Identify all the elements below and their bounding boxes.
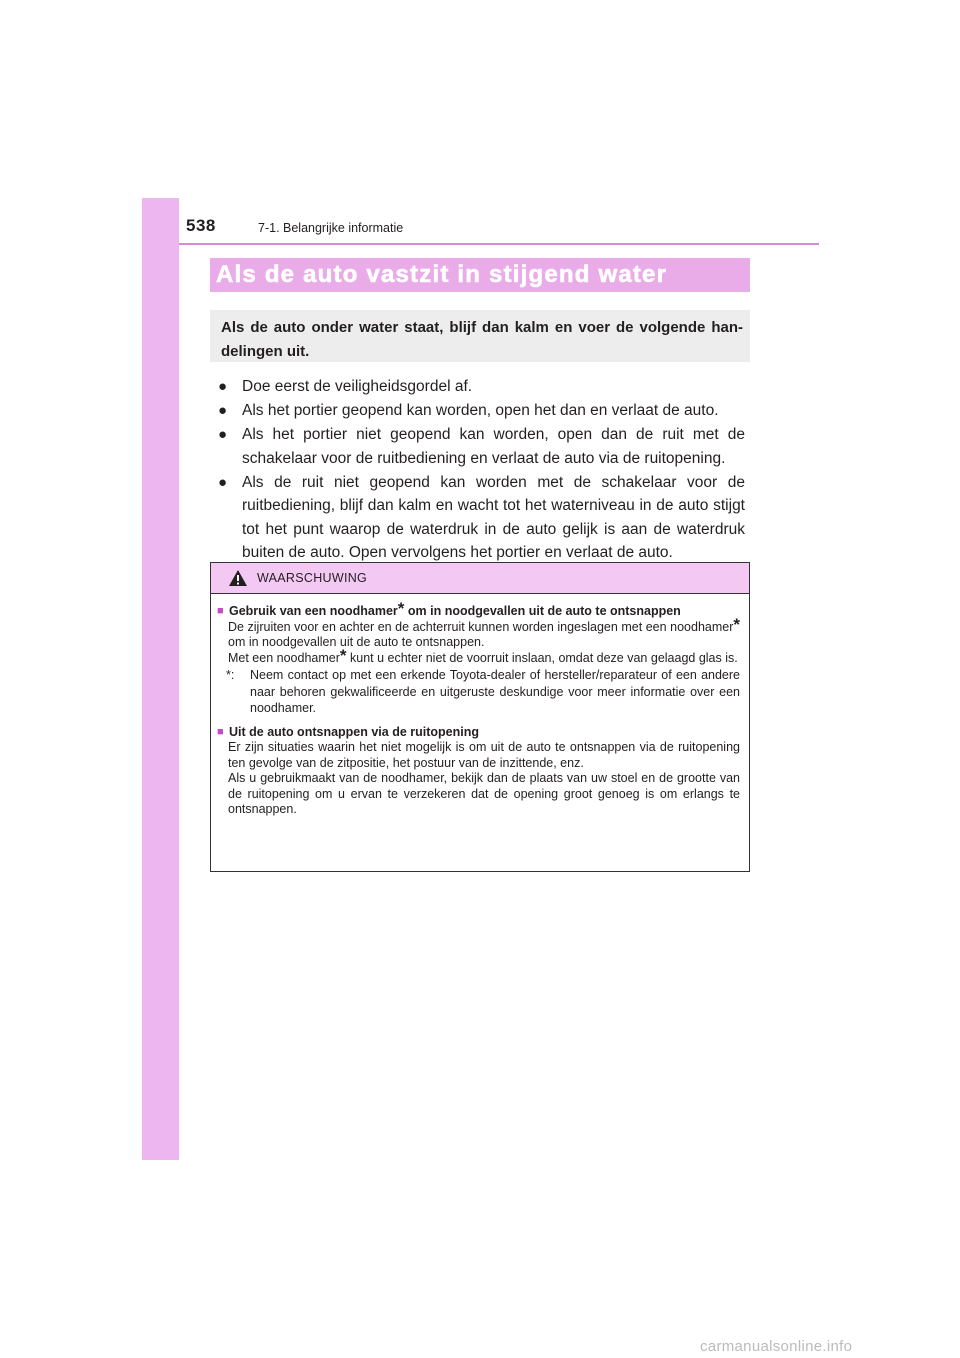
bullet-dot-icon: ● — [218, 378, 228, 395]
warning-section-text — [217, 614, 740, 667]
paragraph: Als u gebruikmaakt van de noodhamer, bekijk dan de plaats van uw stoel en de grootte van de ruitopening om u ervan te verzekeren dat de opening groot genoeg is om erlangs te ontsnappen. — [228, 771, 740, 816]
asterisk-mark: * — [397, 599, 405, 618]
bullet-item — [218, 423, 745, 470]
bullet-item — [218, 471, 745, 565]
title-text: Gebruik van een noodhamer — [229, 604, 398, 618]
page-title: Als de auto vastzit in stijgend water — [216, 261, 668, 288]
bullet-text: Als de ruit niet geopend kan worden met de schakelaar voor de ruitbediening, blijf dan kalm en wacht tot het waterniveau in de auto stijgt tot het punt waarop de waterdruk in de auto gelijk is aan de waterdruk buiten de auto. Open vervolgens het portier en verlaat de auto. — [242, 473, 745, 561]
text: om in noodgevallen uit de auto te ontsnappen. — [228, 635, 485, 649]
warning-box — [210, 562, 750, 872]
square-bullet-icon: ■ — [217, 605, 224, 617]
intro-text: Als de auto onder water staat, blijf dan kalm en voer de volgende han-delingen uit. — [221, 319, 743, 360]
footnote — [217, 667, 740, 717]
warning-section-title — [217, 599, 740, 620]
bullet-dot-icon: ● — [218, 426, 228, 443]
text: Met een noodhamer — [228, 650, 340, 665]
bullet-dot-icon: ● — [218, 473, 228, 491]
warning-label: WAARSCHUWING — [257, 571, 368, 585]
watermark: carmanualsonline.info — [700, 1338, 853, 1355]
title-text: om in noodgevallen uit de auto te ontsnappen — [404, 604, 681, 618]
asterisk-mark: * — [339, 645, 347, 665]
bullet-dot-icon: ● — [218, 402, 228, 419]
warning-section-text — [217, 740, 740, 818]
bullet-text: Doe eerst de veiligheidsgordel af. — [242, 378, 473, 395]
side-chapter-tab — [142, 198, 179, 1160]
asterisk-mark: * — [733, 614, 740, 634]
page-number: 538 — [186, 216, 216, 235]
text: De zijruiten voor en achter en de achterruit kunnen worden ingeslagen met een noodhamer — [228, 619, 734, 634]
square-bullet-icon: ■ — [217, 725, 224, 738]
bullet-text: Als het portier niet geopend kan worden, open dan de ruit met de schakelaar voor de ruitbediening en verlaat de auto via de ruitopening. — [242, 426, 745, 467]
bullet-item — [218, 375, 745, 399]
title-bar — [210, 258, 750, 292]
text: kunt u echter niet de voorruit inslaan, omdat deze van gelaagd glas is. — [346, 650, 738, 665]
warning-section-noodhamer — [217, 599, 740, 717]
section-label: 7-1. Belangrijke informatie — [258, 221, 404, 235]
bullet-text: Als het portier geopend kan worden, open het dan en verlaat de auto. — [242, 402, 719, 419]
footnote-mark: *: — [226, 668, 235, 682]
warning-body — [211, 594, 749, 818]
warning-section-title — [217, 725, 740, 741]
paragraph: Er zijn situaties waarin het niet mogelijk is om uit de auto te ontsnappen via de ruitopening ten gevolge van de zitpositie, het postuur van de inzittende, enz. — [228, 740, 740, 770]
footnote-text: Neem contact op met een erkende Toyota-dealer of hersteller/reparateur of een andere naar behoren gekwalificeerde en uitgeruste deskundige voor meer informatie over een noodhamer. — [250, 668, 740, 715]
warning-section-ruitopening — [217, 725, 740, 818]
warning-header — [211, 563, 749, 594]
paragraph — [228, 614, 740, 651]
bullet-list — [218, 375, 745, 565]
paragraph — [228, 645, 740, 667]
intro-box — [210, 310, 750, 362]
title-text: Uit de auto ontsnappen via de ruitopening — [229, 724, 480, 739]
bullet-item — [218, 399, 745, 423]
warning-triangle-icon — [228, 569, 248, 587]
header-rule — [179, 243, 819, 245]
